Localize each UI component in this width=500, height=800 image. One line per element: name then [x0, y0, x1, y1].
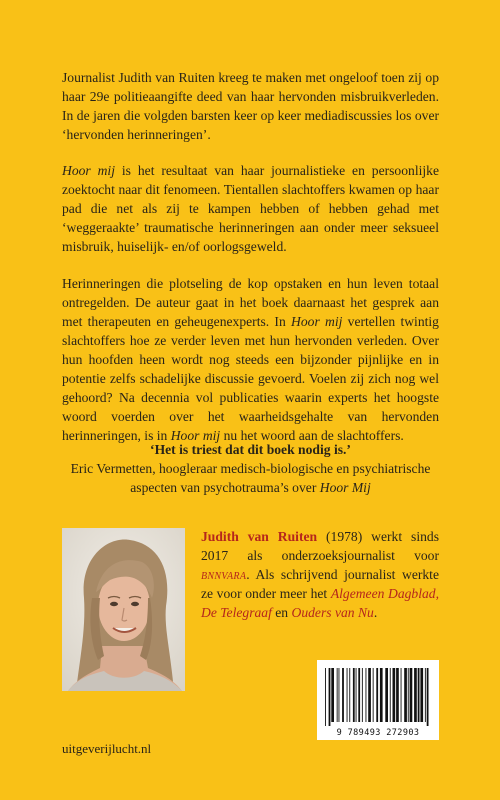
barcode-bar — [342, 668, 344, 722]
barcode-bar — [418, 668, 420, 722]
barcode-bar — [390, 668, 391, 722]
endorsement-quote — [62, 440, 439, 497]
bio-text-a: (1978) werkt sinds 2017 als onderzoeksjournalist voor — [201, 529, 440, 563]
detail-text-c: nu het woord aan de slachtoffers. — [220, 428, 404, 443]
publication-names: Algemeen Dagblad, De Telegraaf — [201, 586, 440, 620]
description-text: is het resultaat van haar journalistieke en persoonlijke zoektocht naar dit fenomeen. Tientallen slachtoffers kwamen op haar pad die net als zij te kampen hebben of hebben gehad met ‘weggeraakte’ traumatische herinneringen aan onder meer seksueel misbruik, huiselijk- en/of oorlogsgeweld. — [62, 163, 439, 254]
barcode-bar — [404, 668, 407, 722]
barcode-bar — [408, 668, 409, 722]
barcode-bar — [373, 668, 374, 722]
isbn-number: 9 789493 272903 — [336, 728, 420, 738]
barcode-bar — [362, 668, 363, 722]
author-photo — [62, 528, 185, 691]
barcode-bar — [427, 668, 429, 726]
book-title-inline: Hoor mij — [170, 428, 221, 443]
quote-attribution: Eric Vermetten, hoogleraar medisch-biologische en psychiatrische aspecten van psychotrauma’s over — [70, 461, 431, 495]
barcode-bar — [353, 668, 355, 722]
description-paragraph — [62, 161, 439, 256]
barcode-bar — [339, 668, 340, 722]
barcode-bar — [414, 668, 417, 722]
author-name: Judith van Ruiten — [201, 529, 318, 544]
bio-text-c: en — [271, 605, 292, 620]
detail-text-b: vertellen twintig slachtoffers hoe ze verder leven met hun hervonden verleden. Over hun hoofden heen wordt nog steeds een bijzonder pijnlijke en in potentie zelfs schadelijke discussie gevoerd. Voelen zij zich nog wel gehoord? Na decennia vol publicaties waarin experts het hoogste woord voerden over het waarheidsgehalte van hervonden herinneringen, is in — [62, 314, 439, 443]
quote-book-title: Hoor Mij — [319, 480, 371, 495]
barcode-bar — [366, 668, 367, 722]
barcode-bar — [385, 668, 388, 722]
publication-name: Ouders van Nu — [291, 605, 374, 620]
barcode-bar — [401, 668, 402, 722]
intro-text: Journalist Judith van Ruiten kreeg te maken met ongeloof toen zij op haar 29e politieaangifte deed van haar hervonden misbruikverleden. In de jaren die volgden barsten keer op keer mediadiscussies los over ‘hervonden herinneringen’. — [62, 70, 439, 142]
barcode-bar — [368, 668, 371, 722]
barcode-bar — [331, 668, 334, 722]
barcode-bar — [410, 668, 413, 722]
isbn-barcode — [317, 660, 439, 740]
barcode-bar — [329, 668, 331, 726]
detail-text-a: Herinneringen die plotseling de kop opstaken en hun leven totaal ontregelden. De auteur gaat in het boek daarnaast het gesprek aan met therapeuten en geheugenexperts. In — [62, 276, 439, 329]
book-title-inline: Hoor mij — [62, 163, 115, 178]
barcode-bar — [325, 668, 326, 726]
bio-text-end: . — [373, 605, 378, 620]
barcode-bar — [380, 668, 383, 722]
bio-text-b: . Als schrijvend journalist werkte ze voor onder meer het — [201, 567, 439, 601]
detail-paragraph — [62, 274, 439, 445]
barcode-bar — [349, 668, 350, 722]
author-bio — [201, 527, 439, 622]
barcode-bar — [425, 668, 426, 722]
publisher-url[interactable]: uitgeverijlucht.nl — [62, 741, 152, 756]
barcode-bar — [337, 668, 338, 722]
barcode-bar — [376, 668, 378, 722]
barcode-bar — [420, 668, 423, 722]
book-title-inline: Hoor mij — [291, 314, 343, 329]
intro-paragraph — [62, 68, 439, 144]
quote-text: ‘Het is triest dat dit boek nodig is.’ — [150, 442, 351, 457]
barcode-bar — [396, 668, 399, 722]
barcode-bar — [358, 668, 360, 722]
barcode-bar — [347, 668, 348, 722]
barcode-bar — [356, 668, 357, 722]
barcode-bars — [323, 668, 433, 726]
employer-name: bnnvara — [201, 567, 247, 582]
barcode-bar — [393, 668, 396, 722]
